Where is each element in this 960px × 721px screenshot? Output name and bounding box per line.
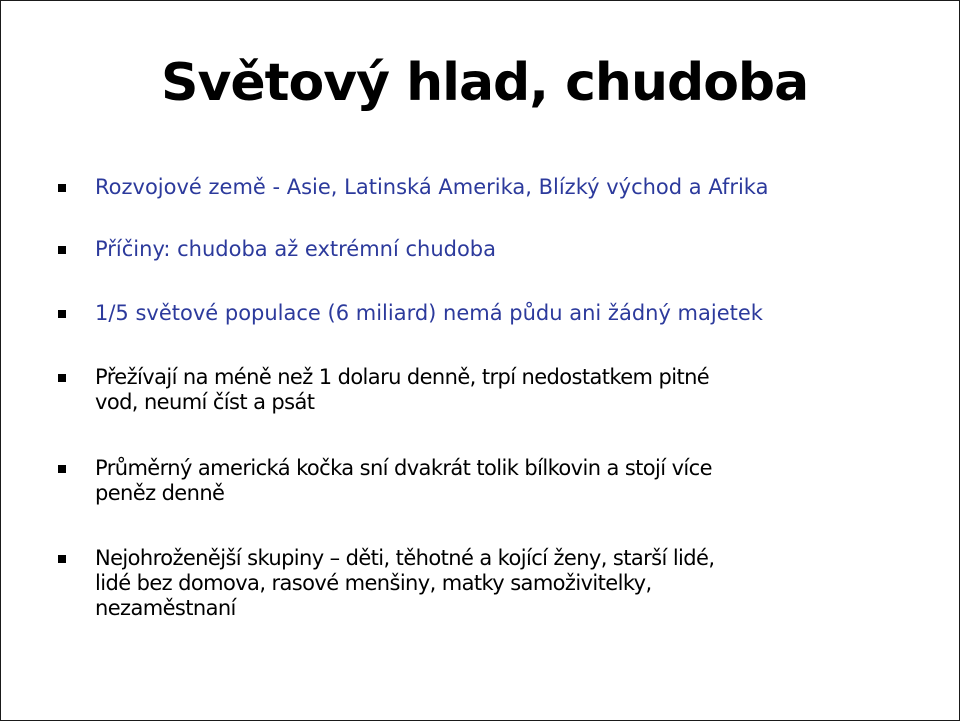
bullet-square-icon: [58, 555, 66, 563]
bullet-square-icon: [58, 184, 66, 192]
bullet-text: 1/5 světové populace (6 miliard) nemá půdu ani žádný majetek: [95, 301, 763, 325]
bullet-square-icon: [58, 310, 66, 318]
bullet-square-icon: [58, 246, 66, 254]
slide-title: Světový hlad, chudoba: [161, 53, 809, 113]
bullet-square-icon: [58, 374, 66, 382]
bullet-text: Nejohroženější skupiny – děti, těhotné a kojící ženy, starší lidé, lidé bez domova, rasové menšiny, matky samoživitelky, nezaměstnaní: [95, 546, 715, 620]
bullet-text: Rozvojové země - Asie, Latinská Amerika, Blízký východ a Afrika: [95, 175, 769, 199]
bullet-text: Průměrný americká kočka sní dvakrát tolik bílkovin a stojí více peněz denně: [95, 456, 712, 505]
bullet-text: Příčiny: chudoba až extrémní chudoba: [95, 237, 497, 261]
bullet-text: Přežívají na méně než 1 dolaru denně, trpí nedostatkem pitné vod, neumí číst a psát: [95, 365, 710, 414]
bullet-square-icon: [58, 465, 66, 473]
